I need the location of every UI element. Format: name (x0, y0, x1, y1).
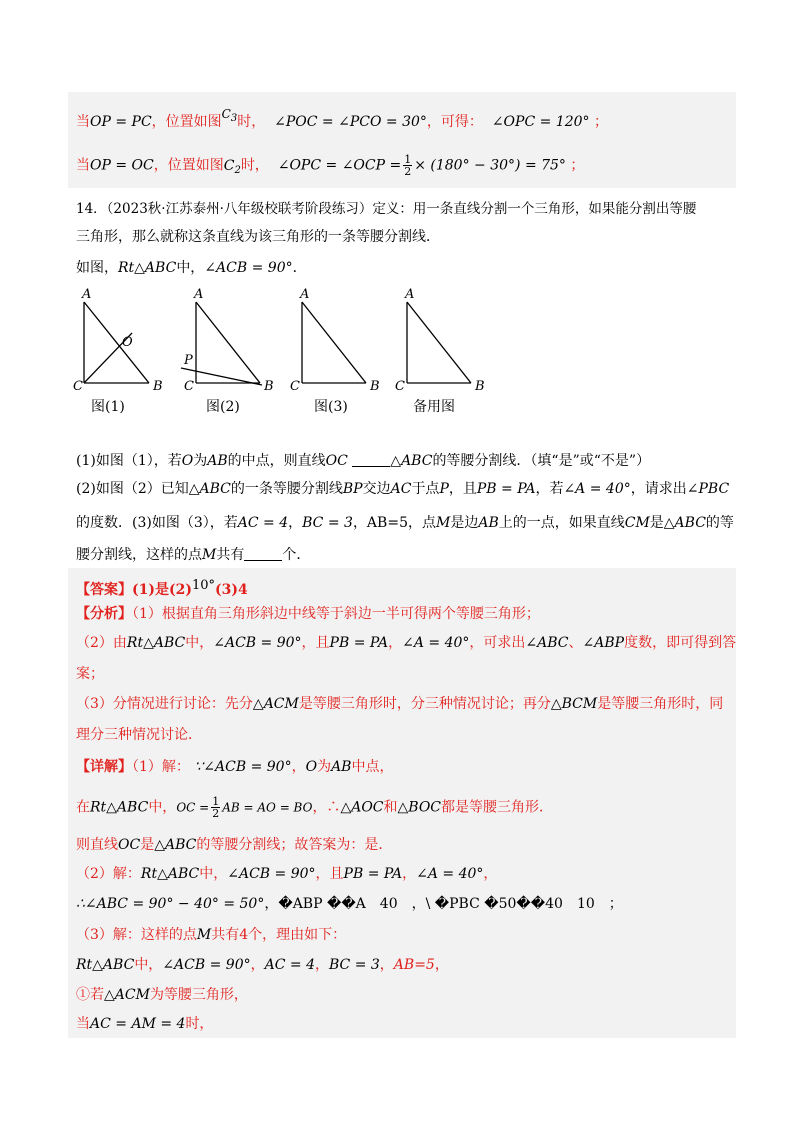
part1-line: (1)如图（1），若O为AB的中点，则直线OC △ABC的等腰分割线．（填“是”或“不是”） (76, 453, 651, 469)
analysis-line-4: （3）分情况进行讨论：先分△ACM是等腰三角形时，分三种情况讨论；再分△BCM是等腰三角形时，同 (76, 696, 724, 712)
fig4-C: C (395, 379, 405, 394)
figure-4 (407, 302, 471, 383)
fig2-A: A (194, 287, 204, 302)
detail-line-1: 【详解】（1）解： ∵∠ACB = 90°，O为AB中点， (76, 759, 394, 775)
analysis-line-5: 理分三种情况讨论． (76, 727, 202, 743)
fig2-B: B (264, 379, 274, 394)
case-op-pc-line: 当OP = PC，位置如图$C_3$时， ∠POC = ∠PCO = 30°，可得： ∠OPC = 120° ； (76, 107, 608, 130)
analysis-line-1: 【分析】（1）根据直角三角形斜边中线等于斜边一半可得两个等腰三角形； (76, 606, 540, 622)
detail-line-5: ∴∠ABC = 90° − 40° = 50°，�ABP ��A 40 ，\ �PBC �50��40 10 ； (76, 896, 623, 912)
detail-line-3: 则直线OC是△ABC的等腰分割线；故答案为：是． (76, 837, 393, 853)
detail-line-4: （2）解：Rt△ABC中，∠ACB = 90°，且PB = PA，∠A = 40°， (76, 866, 498, 882)
caption-fig3: 图(3) (314, 399, 348, 415)
detail-line-6: （3）解：这样的点M共有4个，理由如下： (76, 927, 347, 943)
fraction: $\frac{1}{2}$ (212, 795, 220, 820)
question-line-2: 三角形，那么就称这条直线为该三角形的一条等腰分割线． (76, 229, 440, 245)
detail-line-8: ①若△ACM为等腰三角形， (76, 987, 248, 1003)
caption-fig2: 图(2) (206, 399, 240, 415)
part2-3-line: 的度数．(3)如图（3），若AC = 4，BC = 3，AB=5，点M是边AB上的一点，如果直线CM是△ABC的等 (76, 515, 734, 531)
answer-line: 【答案】(1)是(2)10°(3)4 (76, 578, 248, 598)
fig1-C: C (73, 379, 83, 394)
figure-3 (302, 302, 366, 383)
question-line-1: 14．（2023秋·江苏泰州·八年级校联考阶段练习）定义：用一条直线分割一个三角形，如果能分割出等腰 (76, 201, 697, 217)
fig3-C: C (290, 379, 300, 394)
fig3-A: A (300, 287, 310, 302)
figure-2 (181, 302, 262, 385)
fig2-C: C (184, 379, 194, 394)
case-op-oc-line: 当OP = OC，位置如图$C_2$时， ∠OPC = ∠OCP = $\frac{1}{2}$ × (180° − 30°) = 75° ； (76, 153, 585, 178)
fig1-A: A (82, 287, 92, 302)
figure-1 (84, 302, 149, 383)
detail-line-7: Rt△ABC中，∠ACB = 90°，AC = 4，BC = 3，AB=5， (76, 957, 449, 973)
analysis-line-2: （2）由Rt△ABC中，∠ACB = 90°，且PB = PA，∠A = 40°，可求出∠ABC、∠ABP度数，即可得到答 (76, 635, 737, 651)
fig2-P: P (184, 353, 193, 368)
answer-blank-1[interactable] (352, 452, 390, 467)
fig4-B: B (475, 379, 485, 394)
fig4-A: A (405, 287, 415, 302)
question-line-3: 如图，Rt△ABC中，∠ACB = 90°． (76, 260, 307, 276)
fig3-B: B (370, 379, 380, 394)
fig1-O: O (122, 335, 133, 350)
answer-blank-3[interactable] (244, 546, 282, 561)
fraction: $\frac{1}{2}$ (404, 153, 412, 178)
part3-line: 腰分割线，这样的点M共有 个． (76, 547, 311, 563)
caption-fig1: 图(1) (91, 399, 125, 415)
caption-backup: 备用图 (413, 399, 455, 415)
analysis-line-3: 案； (76, 666, 104, 682)
detail-line-2: 在Rt△ABC中，OC = $\frac{1}{2}$ AB = AO = BO，∴△AOC和△BOC都是等腰三角形． (76, 795, 554, 820)
detail-line-9: 当AC = AM = 4时， (76, 1016, 214, 1032)
part2-line: (2)如图（2）已知△ABC的一条等腰分割线BP交边AC于点P，且PB = PA，若∠A = 40°，请求出∠PBC (76, 481, 730, 497)
fig1-B: B (153, 379, 163, 394)
